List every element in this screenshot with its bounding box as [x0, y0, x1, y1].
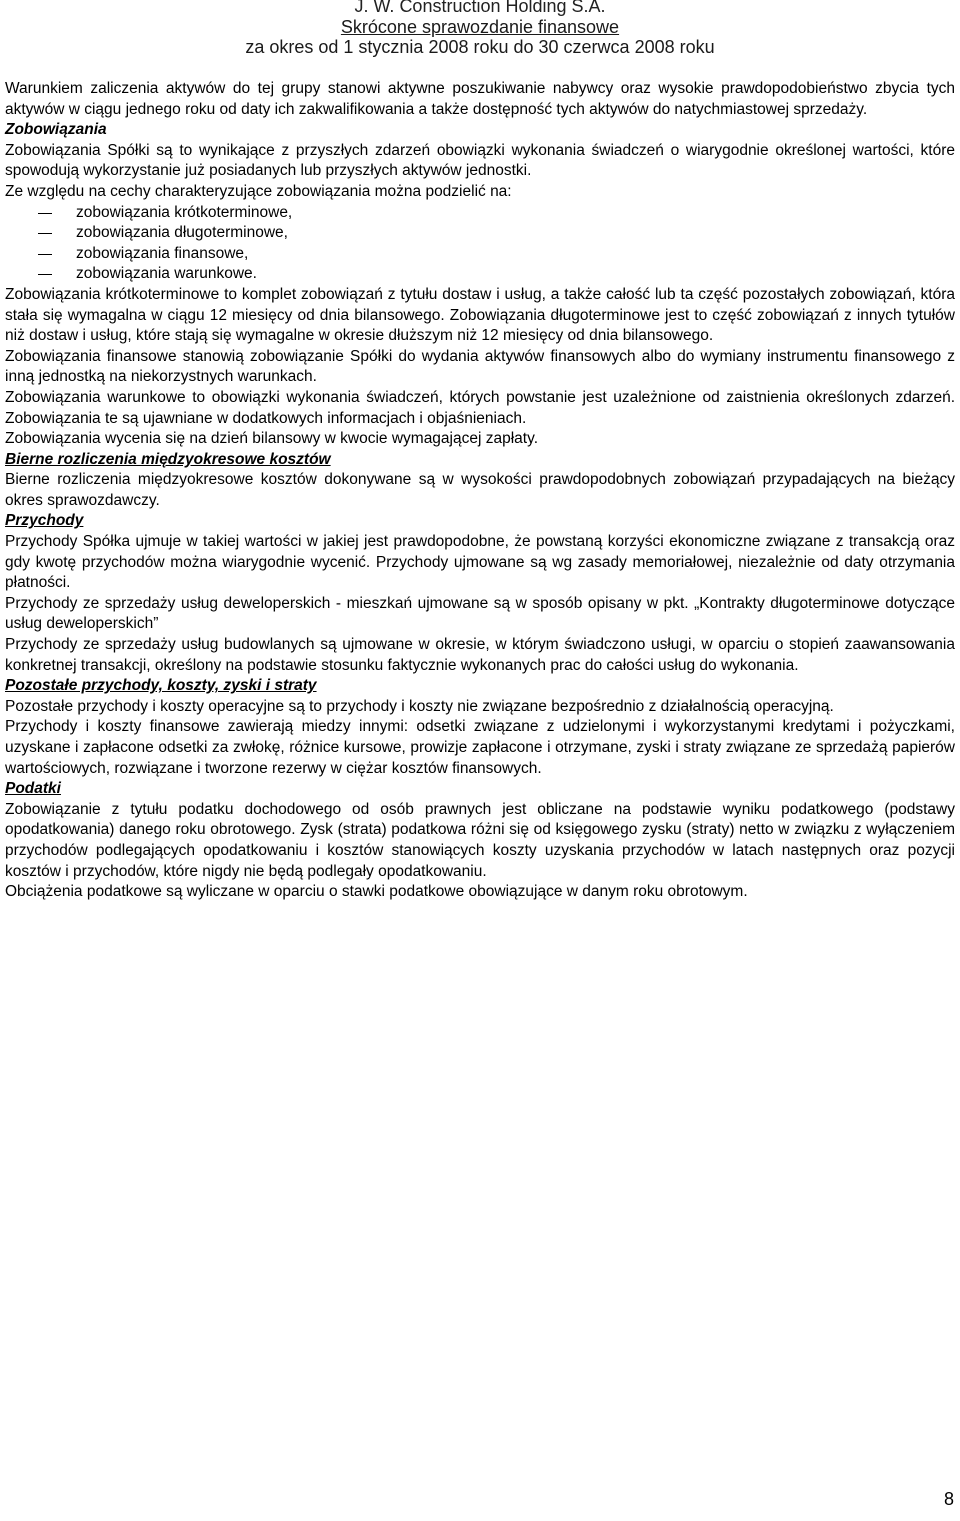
- paragraph-financial-liabilities: Zobowiązania finansowe stanowią zobowiązanie Spółki do wydania aktywów finansowych albo do wymiany instrumentu finansowego z inną jednostką na niekorzystnych warunkach.: [5, 347, 955, 386]
- page-header: [0, 0, 960, 58]
- paragraph-taxes-2: Obciążenia podatkowe są wyliczane w oparciu o stawki podatkowe obowiązujące w danym roku obrotowym.: [5, 883, 748, 901]
- list-item-label: zobowiązania finansowe,: [76, 244, 249, 262]
- paragraph-taxes-1: Zobowiązanie z tytułu podatku dochodowego od osób prawnych jest obliczane na podstawie wyniku podatkowego (podstawy opodatkowania) danego roku obrotowego. Zysk (strata) podatkowa różni się od księgowego zysku (straty) netto w związku z wyłączeniem przychodów podlegających opodatkowaniu i kosztów stanowiących koszty uzyskania przychodów w latach następnych oraz pozycji kosztów i przychodów, które nigdy nie będą podlegały opodatkowaniu.: [5, 800, 955, 880]
- list-item: [5, 223, 955, 244]
- company-name: J. W. Construction Holding S.A.: [354, 0, 606, 16]
- list-item: [5, 244, 955, 265]
- report-title: Skrócone sprawozdanie finansowe: [340, 16, 620, 37]
- dash-bullet-icon: [38, 274, 52, 275]
- heading-other-income: Pozostałe przychody, koszty, zyski i straty: [5, 677, 317, 695]
- heading-revenue: Przychody: [5, 512, 84, 530]
- list-item-label: zobowiązania krótkoterminowe,: [76, 203, 293, 221]
- dash-bullet-icon: [38, 233, 52, 234]
- paragraph-revenue-1: Przychody Spółka ujmuje w takiej wartości w jakiej jest prawdopodobne, że powstaną korzyści ekonomiczne związane z transakcją oraz gdy kwotę przychodów można wiarygodnie wycenić. Przychody ujmowane są wg zasady memoriałowej, niezależnie od daty otrzymania płatności.: [5, 533, 955, 592]
- dash-bullet-icon: [38, 213, 52, 214]
- page-number: 8: [943, 1489, 954, 1509]
- heading-liabilities: Zobowiązania: [5, 121, 107, 139]
- paragraph-liabilities-split: Ze względu na cechy charakteryzujące zobowiązania można podzielić na:: [5, 182, 512, 200]
- list-item: [5, 203, 955, 224]
- paragraph-other-1: Pozostałe przychody i koszty operacyjne są to przychody i koszty nie związane bezpośrednio z działalnością operacyjną.: [5, 697, 834, 715]
- paragraph-revenue-2: Przychody ze sprzedaży usług deweloperskich - mieszkań ujmowane są w sposób opisany w pkt. „Kontrakty długoterminowe dotyczące usług deweloperskich”: [5, 594, 955, 633]
- paragraph-revenue-3: Przychody ze sprzedaży usług budowlanych są ujmowane w okresie, w którym świadczono usługi, w oparciu o stopień zaawansowania konkretnej transakcji, określony na podstawie stosunku faktycznie wykonanych prac do całości usług do wykonania.: [5, 636, 955, 674]
- liability-types-list: [5, 203, 955, 285]
- paragraph-assets-condition: Warunkiem zaliczenia aktywów do tej grupy stanowi aktywne poszukiwanie nabywcy oraz wysokie prawdopodobieństwo zbycia tych aktywów w ciągu jednego roku od daty ich zakwalifikowania a także dostępność tych aktywów do natychmiastowej sprzedaży.: [5, 80, 955, 118]
- heading-accruals: Bierne rozliczenia międzyokresowe kosztów: [5, 450, 331, 468]
- list-item: [5, 264, 955, 285]
- dash-bullet-icon: [38, 254, 52, 255]
- paragraph-liabilities-definition: Zobowiązania Spółki są to wynikające z przyszłych zdarzeń obowiązki wykonania świadczeń o wiarygodnie określonej wartości, które spowodują wykorzystanie już posiadanych lub przyszłych aktywów jednostki.: [5, 141, 955, 180]
- paragraph-liabilities-valuation: Zobowiązania wycenia się na dzień bilansowy w kwocie wymagającej zapłaty.: [5, 430, 539, 448]
- list-item-label: zobowiązania warunkowe.: [76, 265, 257, 283]
- paragraph-other-2: Przychody i koszty finansowe zawierają miedzy innymi: odsetki związane z udzielonymi i wykorzystanymi kredytami i pożyczkami, uzyskane i zapłacone odsetki za zwłokę, różnice kursowe, prowizje zapłacone i otrzymane, zyski i straty związane ze sprzedażą papierów wartościowych, rozwiązane i tworzone rezerwy w ciężar kosztów finansowych.: [5, 718, 955, 777]
- paragraph-short-long-term: Zobowiązania krótkoterminowe to komplet zobowiązań z tytułu dostaw i usług, a także całość lub ta część pozostałych zobowiązań, która stała się wymagalna w ciągu 12 miesięcy od dnia bilansowego. Zobowiązania długoterminowe jest to część zobowiązań z innych tytułów niż dostaw i usług, które stają się wymagalne w okresie dłuższym niż 12 miesięcy od dnia bilansowego.: [5, 285, 955, 345]
- report-period: za okres od 1 stycznia 2008 roku do 30 czerwca 2008 roku: [245, 37, 715, 57]
- paragraph-accruals: Bierne rozliczenia międzyokresowe kosztów dokonywane są w wysokości prawdopodobnych zobowiązań przypadających na bieżący okres sprawozdawczy.: [5, 471, 955, 509]
- document-body: [5, 79, 955, 903]
- list-item-label: zobowiązania długoterminowe,: [76, 224, 288, 242]
- heading-taxes: Podatki: [5, 780, 61, 798]
- paragraph-contingent-liabilities: Zobowiązania warunkowe to obowiązki wykonania świadczeń, których powstanie jest uzależnione od zaistnienia określonych zdarzeń. Zobowiązania te są ujawniane w dodatkowych informacjach i objaśnieniach.: [5, 388, 955, 427]
